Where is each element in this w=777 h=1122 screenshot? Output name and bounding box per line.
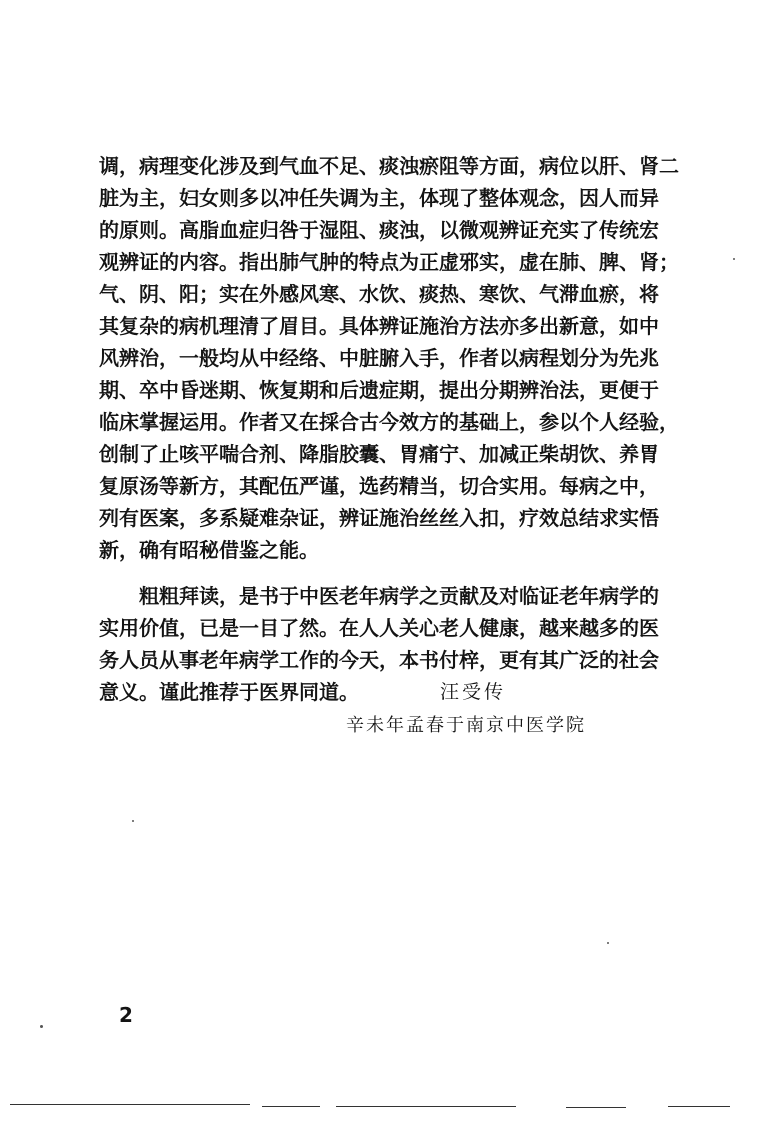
signature-date-place: 辛未年孟春于南京中医学院 bbox=[346, 715, 586, 736]
text-line: 的原则。高脂血症归咎于湿阻、痰浊，以微观辨证充实了传统宏 bbox=[99, 218, 659, 242]
text-line: 粗粗拜读，是书于中医老年病学之贡献及对临证老年病学的 bbox=[139, 584, 659, 608]
text-line: 新，确有昭秘借鉴之能。 bbox=[99, 538, 319, 562]
text-line: 临床掌握运用。作者又在採合古今效方的基础上，参以个人经验， bbox=[99, 410, 679, 434]
scan-line bbox=[262, 1106, 320, 1107]
text-line: 调，病理变化涉及到气血不足、痰浊瘀阻等方面，病位以肝、肾二 bbox=[99, 154, 679, 178]
text-line: 脏为主，妇女则多以冲任失调为主，体现了整体观念，因人而异 bbox=[99, 186, 659, 210]
scan-line bbox=[10, 1104, 250, 1105]
scan-speck bbox=[132, 820, 134, 822]
text-line: 实用价值，已是一目了然。在人人关心老人健康，越来越多的医 bbox=[99, 616, 659, 640]
text-line: 意义。谨此推荐于医界同道。 bbox=[99, 680, 359, 704]
text-line: 气、阴、阳；实在外感风寒、水饮、痰热、寒饮、气滞血瘀，将 bbox=[99, 282, 659, 306]
text-line: 观辨证的内容。指出肺气肿的特点为正虚邪实，虚在肺、脾、肾； bbox=[99, 250, 679, 274]
text-line: 列有医案，多系疑难杂证，辨证施治丝丝入扣，疗效总结求实悟 bbox=[99, 506, 659, 530]
text-line: 期、卒中昏迷期、恢复期和后遗症期，提出分期辨治法，更便于 bbox=[99, 378, 659, 402]
scan-line bbox=[336, 1106, 516, 1107]
body-text bbox=[99, 150, 679, 708]
text-line: 务人员从事老年病学工作的今天，本书付梓，更有其广泛的社会 bbox=[99, 648, 659, 672]
scan-speck bbox=[733, 258, 735, 260]
scan-line bbox=[566, 1107, 626, 1108]
text-line: 其复杂的病机理清了眉目。具体辨证施治方法亦多出新意，如中 bbox=[99, 314, 659, 338]
scan-speck bbox=[607, 942, 609, 944]
author-signature: 汪受传 bbox=[440, 681, 507, 703]
text-line: 创制了止咳平喘合剂、降脂胶囊、胃痛宁、加减正柴胡饮、养胃 bbox=[99, 442, 659, 466]
scan-line bbox=[668, 1106, 730, 1107]
page-number: 2 bbox=[119, 1003, 133, 1027]
text-line: 风辨治，一般均从中经络、中脏腑入手，作者以病程划分为先兆 bbox=[99, 346, 659, 370]
paragraph-gap bbox=[99, 566, 679, 580]
scan-speck bbox=[40, 1025, 43, 1028]
text-line: 复原汤等新方，其配伍严谨，选药精当，切合实用。每病之中， bbox=[99, 474, 659, 498]
